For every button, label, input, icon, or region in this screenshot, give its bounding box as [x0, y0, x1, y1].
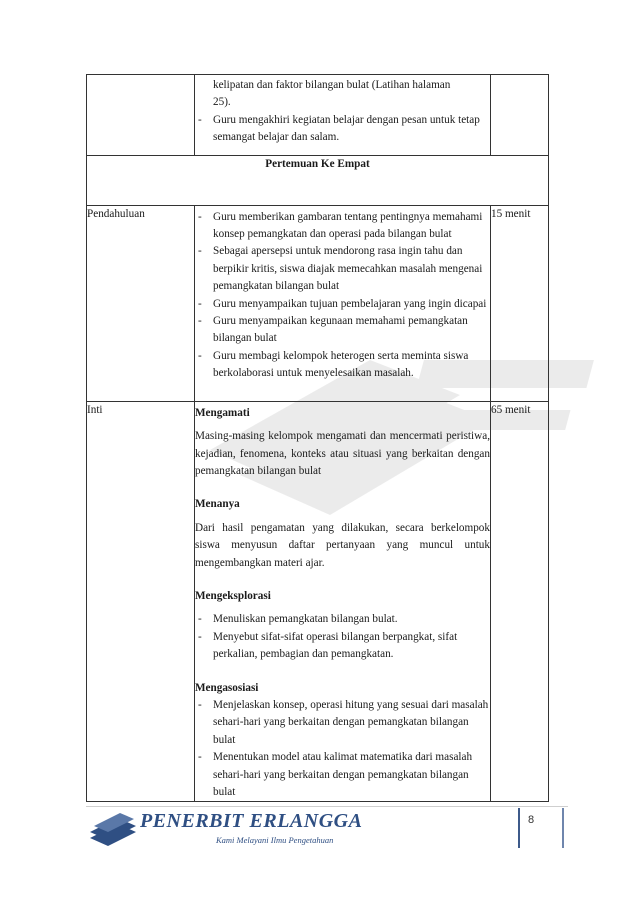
list-item: - Guru memberikan gambaran tentang pentingnya memahami konsep pemangkatan dan operasi pada bilangan bulat — [195, 209, 490, 244]
page-box-right-bar — [562, 808, 564, 848]
list-item: - Guru menyampaikan tujuan pembelajaran yang ingin dicapai — [195, 296, 490, 313]
meeting-title: Pertemuan Ke Empat — [87, 155, 549, 205]
publisher-tagline: Kami Melayani Ilmu Pengetahuan — [216, 835, 334, 845]
continued-text-line1: kelipatan dan faktor bilangan bulat (Latihan halaman — [213, 79, 451, 91]
activity-cell — [195, 205, 491, 401]
footer-divider — [86, 806, 568, 807]
activity-cell — [195, 75, 491, 156]
lesson-plan-table — [86, 74, 549, 802]
stage-label: Inti — [87, 401, 195, 802]
publisher-name: PENERBIT ERLANGGA — [140, 810, 363, 832]
table-row-meeting-title — [87, 155, 549, 205]
section-text-mengamati: Masing-masing kelompok mengamati dan mencermati peristiwa, kejadian, fenomena, konteks atau situasi yang berkaitan dengan pemangkatan bilangan bulat — [195, 430, 490, 477]
page-number: 8 — [528, 814, 535, 826]
table-row-continuation — [87, 75, 549, 156]
list-item: - Menjelaskan konsep, operasi hitung yang sesuai dari masalah sehari-hari yang berkaitan dengan pemangkatan bilangan bulat — [195, 697, 490, 749]
table-row-pendahuluan — [87, 205, 549, 401]
page-box-left-bar — [518, 808, 520, 848]
publisher-logo — [88, 808, 363, 850]
stage-cell-empty — [87, 75, 195, 156]
list-item: - Guru mengakhiri kegiatan belajar dengan pesan untuk tetap semangat belajar dan salam. — [195, 112, 490, 147]
list-item: - Guru membagi kelompok heterogen serta meminta siswa berkolaborasi untuk menyelesaikan masalah. — [195, 348, 490, 383]
list-item: - Menentukan model atau kalimat matematika dari masalah sehari-hari yang berkaitan dengan pemangkatan bilangan bulat — [195, 749, 490, 801]
activity-cell — [195, 401, 491, 802]
section-title-mengeksplorasi: Mengeksplorasi — [195, 589, 271, 602]
list-item: - Menyebut sifat-sifat operasi bilangan berpangkat, sifat perkalian, pembagian dan pemangkatan. — [195, 629, 490, 664]
stage-label: Pendahuluan — [87, 205, 195, 401]
list-item: - Sebagai apersepsi untuk mendorong rasa ingin tahu dan berpikir kritis, siswa diajak memecahkan masalah mengenai pemangkatan bilangan bulat — [195, 243, 490, 295]
books-logo-icon — [88, 808, 142, 848]
continued-text-line2: 25). — [213, 96, 231, 109]
section-title-mengasosiasi: Mengasosiasi — [195, 681, 259, 694]
list-item: - Guru menyampaikan kegunaan memahami pemangkatan bilangan bulat — [195, 313, 490, 348]
duration-label: 15 menit — [491, 205, 549, 401]
section-text-menanya: Dari hasil pengamatan yang dilakukan, secara berkelompok siswa menyusun daftar pertanyaan yang muncul untuk mengembangkan materi ajar. — [195, 521, 490, 569]
list-item: - Menuliskan pemangkatan bilangan bulat. — [195, 611, 490, 628]
duration-cell-empty — [491, 75, 549, 156]
duration-label: 65 menit — [491, 401, 549, 802]
page-number-box — [518, 808, 564, 848]
section-title-menanya: Menanya — [195, 498, 240, 511]
section-title-mengamati: Mengamati — [195, 406, 250, 419]
table-row-inti — [87, 401, 549, 802]
